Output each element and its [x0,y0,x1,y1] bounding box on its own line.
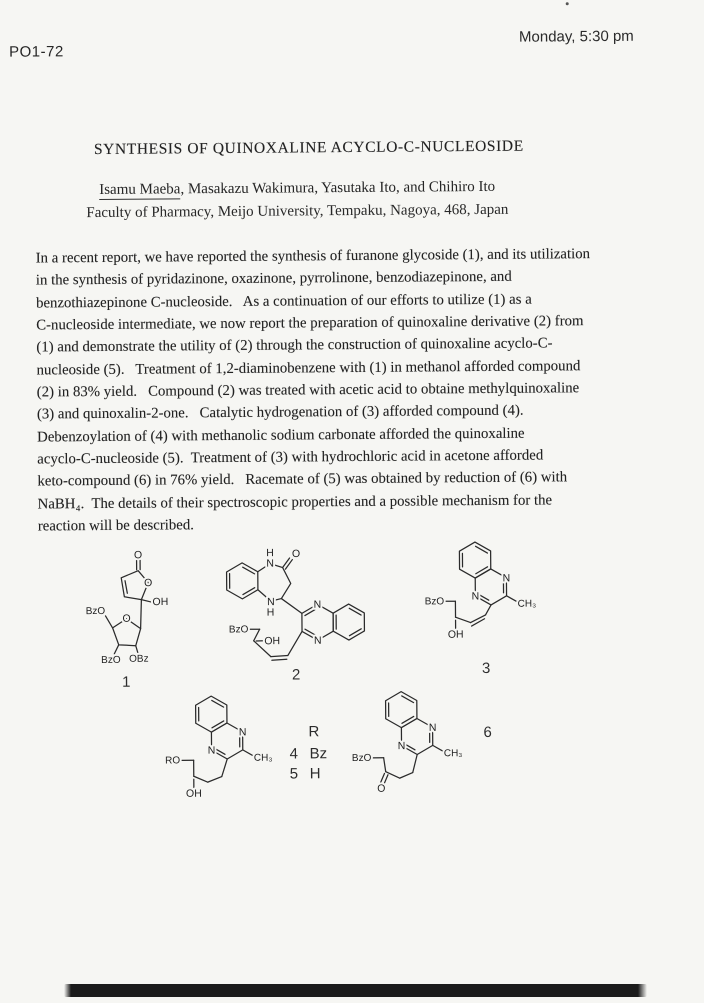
atom-label-n4: N [207,744,216,757]
abstract-line: acyclo-C-nucleoside (5). Treatment of (3) with hydrochloric acid in acetone afforded [37,447,544,468]
atom-label-n1: N [238,726,247,739]
atom-label-n1: N [502,572,511,585]
compound-number-5: 5 [289,764,299,782]
atom-label-n4: N [313,634,322,647]
compound-number-3: 3 [481,659,491,677]
atom-label-sugar-o: O [122,612,131,625]
compound-number-4: 4 [289,745,299,763]
compound-number-6: 6 [483,723,492,741]
atom-label-n-bottom: N [267,596,275,609]
r-value: H [309,764,321,782]
abstract-line: reaction will be described. [37,517,195,535]
r-table-row [285,744,328,764]
author-line [0,178,597,200]
atom-label-bzo: BzO [424,596,445,608]
abstract-line: keto-compound (6) in 76% yield. Racemate of (5) was obtained by reduction of (6) with [37,469,568,490]
atom-label-bzo-top: BzO [85,605,106,618]
atom-label-ch3: CH₃ [253,752,273,764]
scan-bottom-bar [64,984,647,997]
atom-label-carbonyl-o: O [291,547,301,560]
atom-label-n1: N [313,598,322,611]
atom-label-n1: N [428,721,437,734]
atom-label-ch3: CH₃ [517,598,537,610]
structure-1-bonds [105,560,152,654]
structure-4-5-drawing [161,690,298,809]
affiliation: Faculty of Pharmacy, Meijo University, Tempaku, Nagoya, 468, Japan [86,201,509,222]
page-title: SYNTHESIS OF QUINOXALINE ACYCLO-C-NUCLEOSIDE [93,137,524,159]
abstract-line: C-nucleoside intermediate, we now report the preparation of quinoxaline derivative (2) from [36,313,584,334]
atom-label-oh: OH [447,628,464,641]
atom-label-oh: OH [264,635,281,648]
atom-label-ketone-o: O [377,782,386,795]
scan-speck [566,2,569,5]
abstract-line: Debenzoylation of (4) with methanolic sodium carbonate afforded the quinoxaline [37,425,525,446]
r-table-row [285,764,328,784]
atom-label-oh: OH [152,595,169,609]
atom-label-obz-bottom: OBz [129,653,149,665]
atom-label-n4: N [397,740,406,753]
abstract-line: nucleoside (5). Treatment of 1,2-diaminobenzene with (1) in methanol afforded compound [36,357,581,379]
presenting-author: Isamu Maeba [99,181,181,198]
abstract-line: (3) and quinoxalin-2-one. Catalytic hydrogenation of (3) afforded compound (4). [36,403,524,423]
atom-label-h-bottom: H [266,606,275,619]
atom-label-bzo: BzO [351,752,372,765]
atom-label-bzo: BzO [228,624,249,636]
structure-1-drawing [80,546,191,679]
r-table-header: R [308,723,320,741]
structure-6-drawing [351,689,488,808]
abstract-line: In a recent report, we have reported the synthesis of furanone glycoside (1), and its utilization [35,246,591,267]
compound-number-2: 2 [291,666,301,684]
structure-6-chain-bonds [372,754,418,784]
atom-label-bzo-bottom: BzO [101,654,121,666]
atom-label-n4: N [471,590,480,603]
atom-label-ro: RO [165,755,181,767]
atom-label-ch3: CH₃ [443,748,463,760]
atom-label-carbonyl-o: O [133,549,143,562]
atom-label-h-top: H [266,547,274,560]
atom-label-n-top: N [266,557,274,570]
abstract-line: (2) in 83% yield. Compound (2) was treated with acetic acid to obtaine methylquinoxaline [36,380,580,401]
coauthors: , Masakazu Wakimura, Yasutaka Ito, and Chihiro Ito [180,178,496,198]
structure-3-drawing [425,533,552,652]
atom-label-oh: OH [185,787,202,800]
structure-3-chain-bonds [444,601,491,629]
structure-2-drawing [215,540,384,677]
structure-4-5-chain-bonds [182,759,228,788]
structure-2-bonds [226,557,364,660]
session-time: Monday, 5:30 pm [518,27,634,46]
abstract-paragraph [36,242,686,538]
r-group-table [284,722,327,783]
abstract-line: in the synthesis of pyridazinone, oxazinone, pyrrolinone, benzodiazepinone, and [35,269,512,289]
atom-label-ring-o: O [144,577,153,590]
r-value: Bz [309,745,328,763]
abstract-line: benzothiazepinone C-nucleoside. As a continuation of our efforts to utilize (1) as a [35,291,532,312]
poster-id: PO1-72 [9,43,64,61]
abstract-line: (1) and demonstrate the utility of (2) through the construction of quinoxaline acyclo-C- [36,335,553,356]
compound-number-1: 1 [121,673,131,691]
abstract-line: NaBH₄. The details of their spectroscopic properties and a possible mechanism for the [37,492,553,513]
